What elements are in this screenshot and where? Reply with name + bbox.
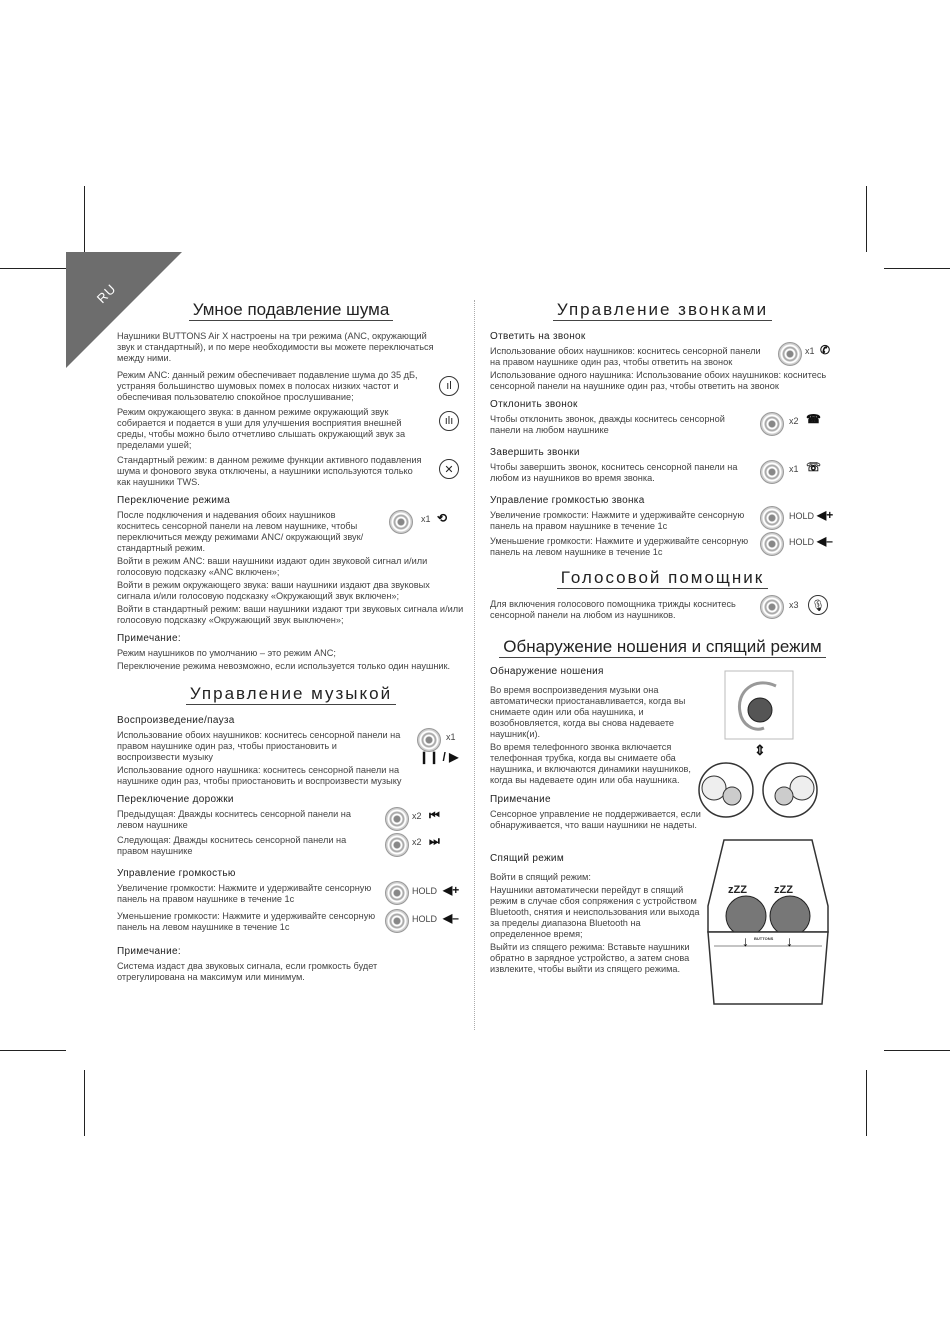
play-pause-icon: ❙❙ / ▶ xyxy=(419,750,459,764)
phone-reject-icon: ☎ xyxy=(806,412,821,426)
tap-count: x2 xyxy=(412,837,422,847)
reject-subtitle: Отклонить звонок xyxy=(490,399,578,410)
switch-subtitle: Переключение режима xyxy=(117,495,231,506)
up-down-arrow-icon: ⇕ xyxy=(754,742,766,758)
crop-mark xyxy=(884,1050,950,1051)
tap-count: x2 xyxy=(412,811,422,821)
touch-icon xyxy=(389,510,413,534)
voice-title: Голосовой помощник xyxy=(557,568,769,589)
previous-track-icon: ⏮ xyxy=(429,808,440,822)
touch-icon xyxy=(385,881,409,905)
hold-label: HOLD xyxy=(412,914,438,924)
wear-subtitle: Обнаружение ношения xyxy=(490,666,604,677)
tap-count: x1 xyxy=(789,464,799,474)
cycle-icon: ⟲ xyxy=(437,511,448,525)
note-1: Режим наушников по умолчанию – это режим ANC; xyxy=(117,648,336,658)
note2-subtitle: Примечание: xyxy=(117,946,181,957)
case-brand-logo: BUTTONS xyxy=(754,936,774,941)
earbuds-illustration xyxy=(688,760,828,820)
crop-mark xyxy=(84,186,85,252)
tap-count: x3 xyxy=(789,600,799,610)
wear-note: Сенсорное управление не поддерживается, если обнаруживается, что ваши наушники не надеты. xyxy=(490,809,701,830)
volume-up-text: Увеличение громкости: Нажмите и удерживайте сенсорную панель на правом наушнике в течение 1с xyxy=(117,883,372,904)
touch-icon xyxy=(385,909,409,933)
sleep-enter-label: Войти в спящий режим: xyxy=(490,872,591,882)
answer-subtitle: Ответить на звонок xyxy=(490,331,586,342)
call-volume-up-text: Увеличение громкости: Нажмите и удерживайте сенсорную панель на правом наушнике в течение 1с xyxy=(490,510,745,531)
play-text: Использование обоих наушников: коснитесь сенсорной панели на правом наушнике один раз, чтобы приостановить и воспроизвести музыку xyxy=(117,730,401,762)
wear-title: Обнаружение ношения и спящий режим xyxy=(499,637,826,658)
touch-icon xyxy=(760,460,784,484)
touch-icon xyxy=(417,728,441,752)
volume-down-text: Уменьшение громкости: Нажмите и удерживайте сенсорную панель на левом наушнике в течение 1с xyxy=(117,911,376,932)
voice-text: Для включения голосового помощника трижды коснитесь сенсорной панели на любом из наушников. xyxy=(490,599,736,620)
sleep-zzz-right: zZZ xyxy=(774,884,793,896)
volume-down-icon: ◀– xyxy=(443,911,459,925)
sleep-exit-text: Выйти из спящего режима: Вставьте наушники обратно в зарядное устройство, а затем снова извлеките, чтобы выйти из спящего режима. xyxy=(490,942,690,974)
sleep-text: Наушники автоматически перейдут в спящий режим в случае сбоя сопряжения с устройством Bluetooth, снятия и неиспользования или выхода за пределы диапазона Bluetooth на определенное время; xyxy=(490,885,700,939)
touch-icon xyxy=(760,595,784,619)
microphone-icon: 🎙 xyxy=(808,595,828,615)
crop-mark xyxy=(0,268,66,269)
svg-text:↓: ↓ xyxy=(786,933,793,949)
note-3: Система издаст два звуковых сигнала, если громкость будет отрегулирована на максимум или минимум. xyxy=(117,961,378,982)
crop-mark xyxy=(0,1050,66,1051)
call-volume-down-text: Уменьшение громкости: Нажмите и удерживайте сенсорную панель на левом наушнике в течение 1с xyxy=(490,536,749,557)
volume-up-icon: ◀+ xyxy=(817,508,834,522)
standard-mode-text: Стандартный режим: в данном режиме функции активного подавления шума и фонового звука отключены, а наушники используются только как наушники TWS. xyxy=(117,455,422,487)
volume-subtitle: Управление громкостью xyxy=(117,868,236,879)
track-subtitle: Переключение дорожки xyxy=(117,794,234,805)
volume-down-icon: ◀– xyxy=(817,534,833,548)
enter-ambient-text: Войти в режим окружающего звука: ваши наушники издают два звуковых сигнала и/или голосовую подсказку «Окружающий звук включен»; xyxy=(117,580,430,601)
touch-icon xyxy=(760,412,784,436)
play-single-text: Использование одного наушника: коснитесь сенсорной панели на наушнике один раз, чтобы приостановить и воспроизвести музыку xyxy=(117,765,402,786)
svg-text:↓: ↓ xyxy=(742,933,749,949)
column-divider xyxy=(474,300,475,1030)
enter-anc-text: Войти в режим ANC: ваши наушники издают один звуковой сигнал и/или голосовую подсказку «ANC включен»; xyxy=(117,556,428,577)
crop-mark xyxy=(866,186,867,252)
next-text: Следующая: Дважды коснитесь сенсорной панели на правом наушнике xyxy=(117,835,347,856)
end-text: Чтобы завершить звонок, коснитесь сенсорной панели на любом из наушников во время звонка. xyxy=(490,462,738,483)
anc-title: Умное подавление шума xyxy=(189,300,394,321)
left-column xyxy=(117,300,465,985)
enter-standard-text: Войти в стандартный режим: ваши наушники издают три звуковых сигнала и/или голосовую подсказку «Окружающий звук выключен»; xyxy=(117,604,464,625)
wear-text-2: Во время телефонного звонка включается телефонная трубка, когда вы снимаете оба наушника, и включаются динамики наушников, когда вы надеваете один или оба наушника. xyxy=(490,742,691,785)
wear-note-subtitle: Примечание xyxy=(490,794,551,805)
touch-icon xyxy=(760,506,784,530)
crop-mark xyxy=(866,1070,867,1136)
hold-label: HOLD xyxy=(789,511,815,521)
music-title: Управление музыкой xyxy=(186,684,396,705)
crop-mark xyxy=(884,268,950,269)
anc-intro: Наушники BUTTONS Air X настроены на три режима (ANC, окружающий звук и стандартный), и по мере необходимости вы можете переключаться между ними. xyxy=(117,331,434,363)
volume-up-icon: ◀+ xyxy=(443,883,460,897)
tap-count: x1 xyxy=(421,514,431,524)
hold-label: HOLD xyxy=(412,886,438,896)
charging-case-illustration xyxy=(704,836,832,1010)
ambient-mode-icon: ılı xyxy=(439,411,459,431)
note-subtitle: Примечание: xyxy=(117,633,181,644)
ear-illustration xyxy=(724,670,794,740)
prev-text: Предыдущая: Дважды коснитесь сенсорной панели на левом наушнике xyxy=(117,809,351,830)
sleep-zzz-left: zZZ xyxy=(728,884,747,896)
standard-mode-icon: ✕ xyxy=(439,459,459,479)
touch-icon xyxy=(385,833,409,857)
touch-icon xyxy=(385,807,409,831)
crop-mark xyxy=(84,1070,85,1136)
anc-mode-text: Режим ANC: данный режим обеспечивает подавление шума до 35 дБ, устраняя большинство шумовых помех в полосах низких частот и обеспечивая пользователю спокойное прослушивание; xyxy=(117,370,418,402)
phone-hangup-icon: ☏ xyxy=(806,460,822,474)
calls-title: Управление звонками xyxy=(553,300,772,321)
language-label: RU xyxy=(93,280,120,307)
touch-icon xyxy=(760,532,784,556)
answer-single-text: Использование одного наушника: Использование обоих наушников: коснитесь сенсорной панели на наушнике один раз, чтобы ответить на звонок xyxy=(490,370,827,391)
hold-label: HOLD xyxy=(789,537,815,547)
switch-text: После подключения и надевания обоих наушников коснитесь сенсорной панели на левом наушнике, чтобы переключиться между режимами ANC/ окружающий звук/ стандартный режим. xyxy=(117,510,364,553)
note-2: Переключение режима невозможно, если используется только один наушник. xyxy=(117,661,451,671)
phone-answer-icon: ✆ xyxy=(820,343,831,357)
next-track-icon: ⏭ xyxy=(429,834,440,848)
touch-icon xyxy=(778,342,802,366)
anc-mode-icon: ıl xyxy=(439,376,459,396)
call-volume-subtitle: Управление громкостью звонка xyxy=(490,495,645,506)
ambient-mode-text: Режим окружающего звука: в данном режиме окружающий звук собирается и подается в уши для улучшения восприятия внешней среды, чтобы можно было отчетливо слышать окружающий звук за пределами ушей; xyxy=(117,407,406,450)
sleep-subtitle: Спящий режим xyxy=(490,853,564,864)
answer-text: Использование обоих наушников: коснитесь сенсорной панели на правом наушнике один раз, чтобы ответить на звонок xyxy=(490,346,761,367)
play-subtitle: Воспроизведение/пауза xyxy=(117,715,235,726)
tap-count: x2 xyxy=(789,416,799,426)
end-subtitle: Завершить звонки xyxy=(490,447,580,458)
tap-count: x1 xyxy=(446,732,456,742)
wear-text-1: Во время воспроизведения музыки она автоматически приостанавливается, когда вы снимаете один или оба наушника, и возобновляется, когда вы снова надеваете наушник(и). xyxy=(490,685,686,739)
tap-count: x1 xyxy=(805,346,815,356)
reject-text: Чтобы отклонить звонок, дважды коснитесь сенсорной панели на любом наушнике xyxy=(490,414,725,435)
